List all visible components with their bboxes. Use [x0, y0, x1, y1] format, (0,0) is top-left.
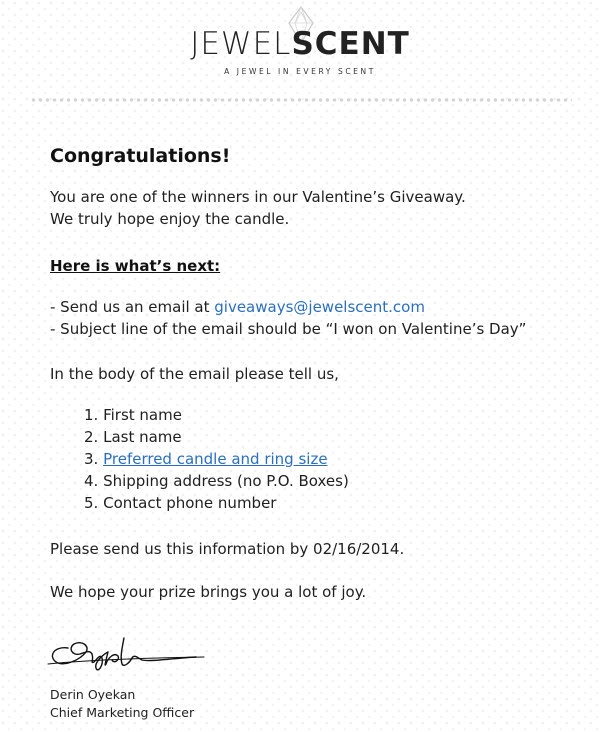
info-request-list — [66, 404, 349, 514]
list-item-number: 2. — [84, 428, 99, 446]
email-title: Congratulations! — [50, 145, 231, 167]
handwritten-signature — [46, 624, 206, 682]
intro-line-2: We truly hope enjoy the candle. — [50, 210, 290, 228]
next-steps-heading: Here is what’s next: — [50, 257, 221, 275]
list-item — [84, 426, 349, 448]
intro-line-1: You are one of the winners in our Valentine’s Giveaway. — [50, 188, 466, 206]
list-item-number: 3. — [84, 450, 99, 468]
list-item-number: 5. — [84, 494, 99, 512]
signer-name: Derin Oyekan — [50, 687, 136, 702]
logo-text-jewel: JEWEL — [190, 26, 292, 62]
list-item-text: Last name — [103, 428, 182, 446]
preferred-candle-link[interactable]: Preferred candle and ring size — [103, 450, 328, 468]
closing-text: We hope your prize brings you a lot of joy. — [50, 583, 367, 601]
list-item — [84, 470, 349, 492]
list-item-number: 4. — [84, 472, 99, 490]
instruction-send-email — [50, 296, 425, 318]
list-item-number: 1. — [84, 406, 99, 424]
email-header — [0, 0, 600, 100]
logo-text-scent: SCENT — [291, 26, 410, 62]
list-item — [84, 404, 349, 426]
list-item — [84, 492, 349, 514]
brand-tagline: A JEWEL IN EVERY SCENT — [224, 67, 376, 76]
body-intro: In the body of the email please tell us, — [50, 365, 339, 383]
list-item-text: First name — [103, 406, 182, 424]
giveaway-email-link[interactable]: giveaways@jewelscent.com — [214, 298, 425, 316]
list-item-text: Shipping address (no P.O. Boxes) — [103, 472, 349, 490]
signer-title: Chief Marketing Officer — [50, 705, 195, 720]
deadline-text: Please send us this information by 02/16/2014. — [50, 540, 405, 558]
list-item-text: Contact phone number — [103, 494, 277, 512]
list-item — [84, 448, 349, 470]
instruction-send-email-text: - Send us an email at — [50, 298, 215, 316]
dotted-divider — [30, 98, 572, 102]
instruction-subject-line: - Subject line of the email should be “I won on Valentine’s Day” — [50, 320, 527, 338]
brand-logo[interactable] — [0, 26, 600, 62]
